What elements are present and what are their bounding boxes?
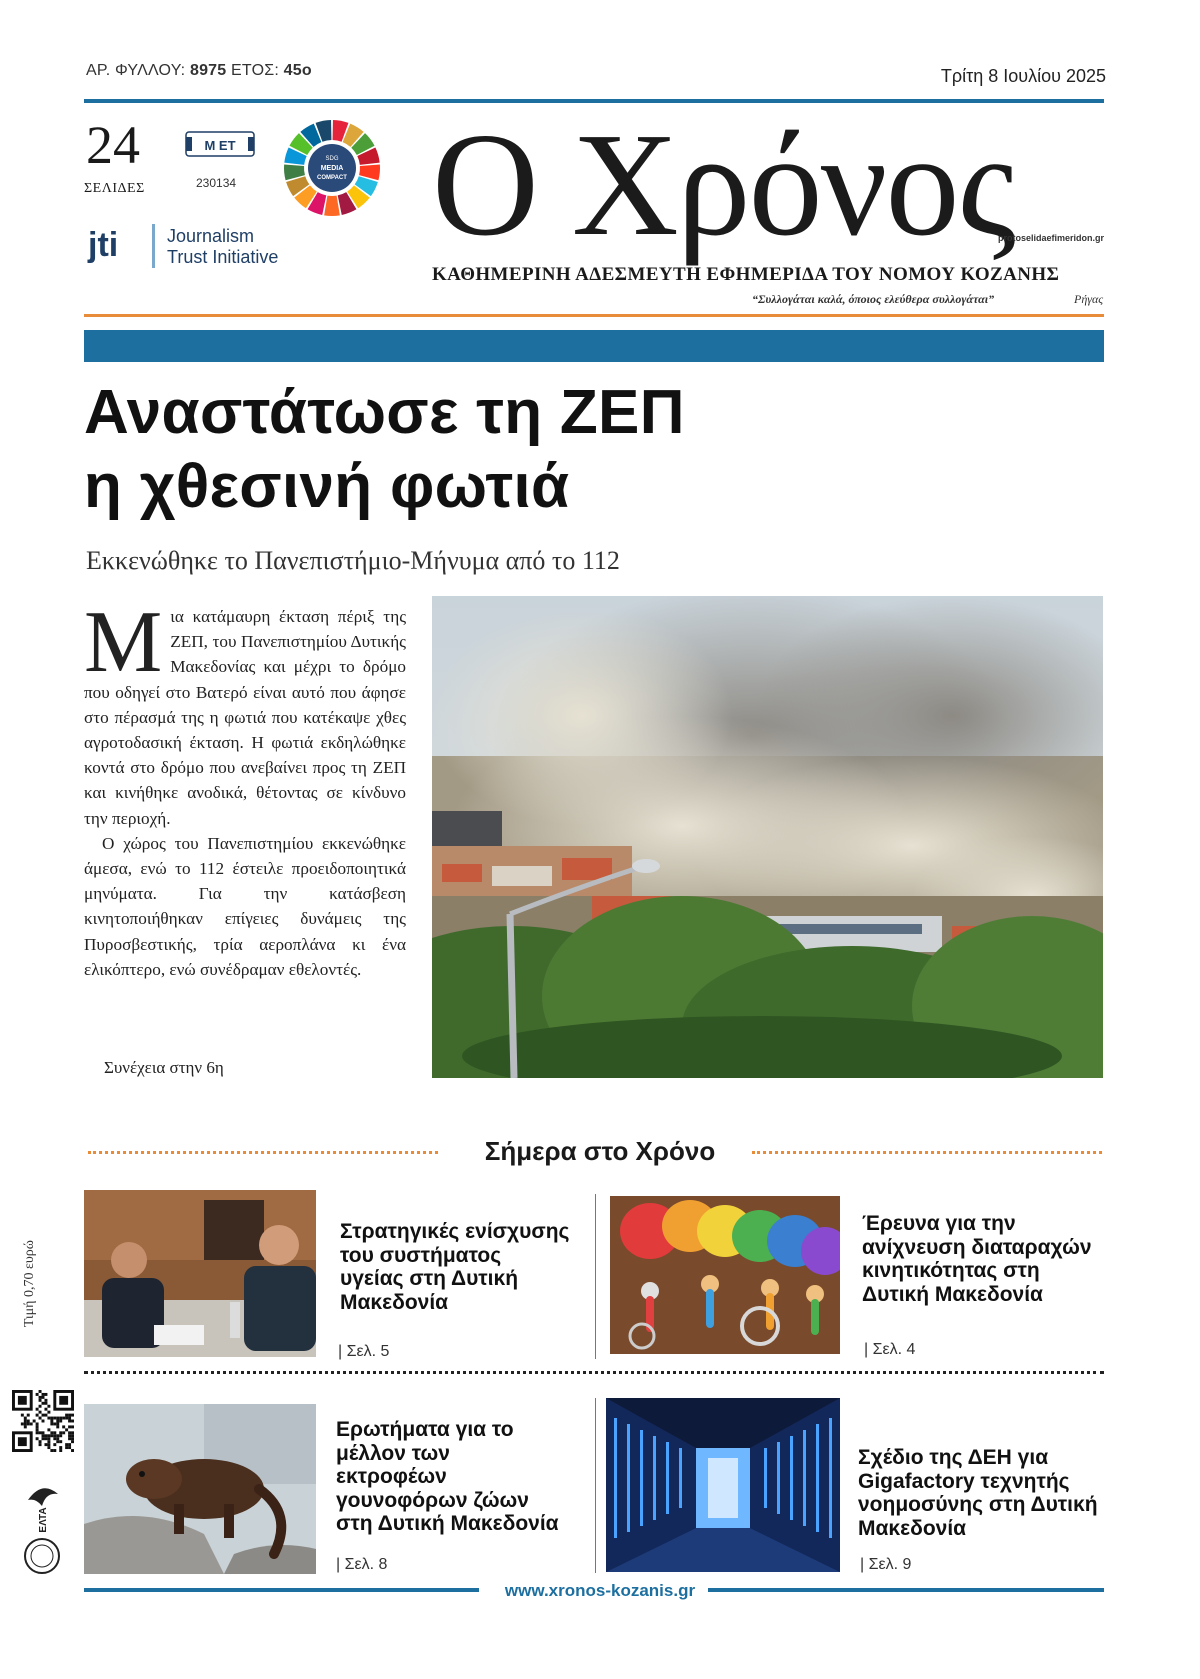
qr-module (56, 1434, 59, 1437)
qr-module (36, 1431, 39, 1434)
qr-module (44, 1402, 47, 1405)
qr-module (53, 1437, 56, 1440)
qr-module (42, 1393, 45, 1396)
qr-module (59, 1417, 62, 1420)
qr-module (47, 1434, 50, 1437)
qr-module (47, 1446, 50, 1449)
qr-module (44, 1434, 47, 1437)
continued-link[interactable]: Συνέχεια στην 6η (104, 1058, 224, 1077)
qr-module (56, 1437, 59, 1440)
qr-module (71, 1434, 74, 1437)
rack-light (803, 1430, 806, 1526)
qr-module (68, 1420, 71, 1423)
rack-light (653, 1436, 656, 1520)
qr-module (68, 1437, 71, 1440)
qr-module (36, 1408, 39, 1411)
qr-module (36, 1422, 39, 1425)
qr-module (47, 1443, 50, 1446)
stories-separator-bottom (595, 1398, 596, 1573)
rack-light (816, 1424, 819, 1532)
jti-name-line1: Journalism (167, 226, 255, 246)
qr-module (62, 1431, 65, 1434)
lead-article (84, 594, 406, 982)
qr-module (39, 1399, 42, 1402)
met-letters: Μ ΕΤ (204, 138, 236, 153)
elta-text: ΕΛΤΑ (38, 1507, 49, 1533)
qr-module (27, 1420, 30, 1423)
lead-paragraph-1-text: ια κατάμαυρη έκταση πέριξ της ΖΕΠ, του Πανεπιστημίου Δυτικής Μακεδονίας και μέχρι το δρόμο που οδηγεί στο Βατερό είναι αυτό που άφησε στο πέρασμά της η φωτιά που κατέκαψε χθες αγροτοδασική έκταση. Η φωτιά εκδηλώθηκε κοντά στο δρόμο που ανεβαίνει προς τη ΖΕΠ και κινήθηκε ανοδικά, θέτοντας σε κίνδυνο την περιοχή. (84, 607, 406, 828)
footer-rule-right (708, 1588, 1104, 1592)
masthead-divider (84, 314, 1104, 317)
qr-module (65, 1443, 68, 1446)
elta-logo (20, 1480, 64, 1576)
qr-module (44, 1399, 47, 1402)
rack-light (790, 1436, 793, 1520)
qr-module (24, 1417, 27, 1420)
qr-module (68, 1446, 71, 1449)
sdg-media-compact-logo (282, 118, 382, 218)
qr-module (56, 1417, 59, 1420)
qr-module (53, 1431, 56, 1434)
story-title-mobility[interactable]: Έρευνα για την ανίχνευση διαταραχών κινητικότητας στη Δυτική Μακεδονία (862, 1212, 1092, 1306)
qr-module (56, 1425, 59, 1428)
lead-paragraph-2: Ο χώρος του Πανεπιστημίου εκκενώθηκε άμεσα, ενώ το 112 έστειλε προειδοποιητικά μηνύματα. Για την κατάσβεση κινητοποιήθηκαν επίγειες δυνάμεις της Πυροσβεστικής, τρία αεροπλάνα κι ένα ελικόπτερο, ενώ συνέδραμαν εθελοντές. (84, 833, 406, 979)
qr-module (71, 1414, 74, 1417)
qr-module (47, 1417, 50, 1420)
qr-module (27, 1422, 30, 1425)
jti-divider (152, 224, 155, 268)
qr-module (27, 1414, 30, 1417)
qr-module (56, 1422, 59, 1425)
qr-module (62, 1425, 65, 1428)
qr-module (50, 1449, 53, 1452)
qr-module (47, 1411, 50, 1414)
qr-module (71, 1449, 74, 1452)
qr-module (47, 1437, 50, 1440)
qr-module (71, 1431, 74, 1434)
lead-headline-line2: η χθεσινή φωτιά (84, 452, 570, 521)
footer-website-link[interactable]: www.xronos-kozanis.gr (504, 1581, 696, 1600)
qr-module (59, 1431, 62, 1434)
rack-light (614, 1418, 617, 1538)
qr-module (47, 1405, 50, 1408)
qr-module (36, 1414, 39, 1417)
qr-module (42, 1431, 45, 1434)
qr-module (39, 1411, 42, 1414)
qr-module (53, 1443, 56, 1446)
qr-module (42, 1396, 45, 1399)
qr-module (36, 1437, 39, 1440)
year-label: ΕΤΟΣ: (231, 62, 279, 79)
qr-module (36, 1428, 39, 1431)
qr-module (39, 1431, 42, 1434)
lead-photo-wildfire (432, 596, 1103, 1078)
story-page-mobility: | Σελ. 4 (864, 1341, 916, 1358)
met-code: 230134 (196, 176, 237, 190)
story-thumb-mobility-research (610, 1196, 840, 1354)
qr-module (53, 1422, 56, 1425)
qr-module (30, 1422, 33, 1425)
qr-module (39, 1405, 42, 1408)
qr-module (56, 1440, 59, 1443)
qr-module (21, 1422, 24, 1425)
qr-module (68, 1431, 71, 1434)
issue-number: 8975 (189, 62, 227, 79)
qr-module (36, 1425, 39, 1428)
qr-module (42, 1434, 45, 1437)
qr-module (36, 1393, 39, 1396)
qr-module (50, 1434, 53, 1437)
qr-module (39, 1390, 42, 1393)
qr-module (42, 1420, 45, 1423)
issue-label: ΑΡ. ΦΥΛΛΟΥ: (86, 62, 186, 79)
qr-module (39, 1440, 42, 1443)
stories-separator-top (595, 1194, 596, 1359)
qr-module (71, 1437, 74, 1440)
story-title-health[interactable]: Στρατηγικές ενίσχυσης του συστήματος υγείας στη Δυτική Μακεδονία (340, 1220, 570, 1314)
qr-module (56, 1420, 59, 1423)
qr-module (21, 1414, 24, 1417)
story-title-dei-gigafactory[interactable]: Σχέδιο της ΔΕΗ για Gigafactory τεχνητής νοημοσύνης στη Δυτική Μακεδονία (858, 1446, 1098, 1540)
qr-module (33, 1420, 36, 1423)
qr-module (65, 1414, 68, 1417)
lead-deck: Εκκενώθηκε το Πανεπιστήμιο-Μήνυμα από το 112 (86, 546, 620, 575)
qr-module (59, 1446, 62, 1449)
qr-module (53, 1417, 56, 1420)
qr-module (59, 1434, 62, 1437)
stories-divider (84, 1371, 1104, 1374)
motto: “Συλλογάται καλά, όποιος ελεύθερα συλλογάται” (752, 292, 995, 306)
sdg-segment (324, 196, 340, 216)
qr-module (39, 1443, 42, 1446)
dropcap: Μ (84, 594, 163, 691)
qr-module (65, 1428, 68, 1431)
qr-module (62, 1417, 65, 1420)
qr-module (71, 1420, 74, 1423)
qr-module (65, 1417, 68, 1420)
rack-light (777, 1442, 780, 1514)
story-title-fur-farmers[interactable]: Ερωτήματα για το μέλλον των εκτροφέων γουνοφόρων ζώων στη Δυτική Μακεδονία (336, 1418, 559, 1535)
qr-module (47, 1440, 50, 1443)
qr-module (44, 1408, 47, 1411)
jti-logo: jti (88, 226, 119, 264)
qr-module (68, 1425, 71, 1428)
met-logo (184, 129, 256, 159)
story-thumb-datacenter (606, 1398, 840, 1572)
year-number: 45ο (283, 62, 312, 79)
issue-date: Τρίτη 8 Ιουλίου 2025 (940, 66, 1106, 86)
story-page-dei-gigafactory: | Σελ. 9 (860, 1556, 912, 1573)
rack-light (764, 1448, 767, 1508)
qr-module (50, 1417, 53, 1420)
jti-name-line2: Trust Initiative (167, 247, 279, 267)
rack-light (829, 1418, 832, 1538)
story-page-fur-farmers: | Σελ. 8 (336, 1556, 388, 1573)
sdg-text-2: MEDIA (320, 165, 344, 172)
qr-module (47, 1428, 50, 1431)
qr-module (50, 1422, 53, 1425)
qr-module (42, 1437, 45, 1440)
rack-light (627, 1424, 630, 1532)
qr-module (42, 1402, 45, 1405)
qr-finder (18, 1396, 27, 1405)
qr-module (68, 1443, 71, 1446)
rack-light (666, 1442, 669, 1514)
qr-module (71, 1425, 74, 1428)
pages-count: 24 (86, 115, 140, 175)
qr-module (59, 1420, 62, 1423)
rack-light (679, 1448, 682, 1508)
qr-module (39, 1396, 42, 1399)
qr-module (24, 1425, 27, 1428)
today-section-title: Σήμερα στο Χρόνο (484, 1136, 716, 1166)
qr-module (44, 1414, 47, 1417)
today-dotline-right (752, 1151, 1102, 1154)
qr-module (24, 1420, 27, 1423)
qr-module (59, 1449, 62, 1452)
newspaper-subtitle: ΚΑΘΗΜΕΡΙΝΗ ΑΔΕΣΜΕΥΤΗ ΕΦΗΜΕΡΙΔΑ ΤΟΥ ΝΟΜΟΥ ΚΟΖΑΝΗΣ (432, 264, 1060, 285)
qr-module (71, 1440, 74, 1443)
jti-name (167, 226, 278, 268)
qr-code[interactable] (12, 1390, 74, 1452)
story-thumb-health-meeting (84, 1190, 316, 1357)
qr-module (59, 1440, 62, 1443)
newspaper-title: Ο Χρόνος (432, 103, 1015, 267)
pages-label: ΣΕΛΙΔΕΣ (84, 181, 145, 196)
qr-module (44, 1393, 47, 1396)
story-thumb-mink (84, 1404, 316, 1574)
qr-module (50, 1431, 53, 1434)
qr-module (68, 1417, 71, 1420)
qr-module (44, 1437, 47, 1440)
qr-module (68, 1434, 71, 1437)
qr-module (68, 1414, 71, 1417)
qr-finder (18, 1437, 27, 1446)
qr-module (50, 1420, 53, 1423)
issue-info (86, 62, 312, 80)
rack-light (640, 1430, 643, 1526)
lead-paragraph-1 (84, 594, 406, 831)
qr-module (44, 1443, 47, 1446)
qr-module (39, 1417, 42, 1420)
sdg-text-3: COMPACT (317, 175, 347, 181)
price-label: Τιμή 0,70 ευρώ (22, 1240, 37, 1328)
qr-module (42, 1414, 45, 1417)
lead-headline-line1: Αναστάτωσε τη ΖΕΠ (84, 378, 685, 447)
qr-module (53, 1449, 56, 1452)
sdg-text-1: SDG (325, 156, 339, 162)
lead-headline (84, 376, 685, 524)
qr-module (53, 1434, 56, 1437)
blue-band (84, 330, 1104, 362)
source-site-label: protoselidaefimeridon.gr (998, 233, 1105, 243)
qr-module (24, 1422, 27, 1425)
story-page-health: | Σελ. 5 (338, 1343, 390, 1360)
qr-finder (59, 1396, 68, 1405)
motto-author: Ρήγας (1074, 292, 1104, 306)
qr-module (65, 1446, 68, 1449)
